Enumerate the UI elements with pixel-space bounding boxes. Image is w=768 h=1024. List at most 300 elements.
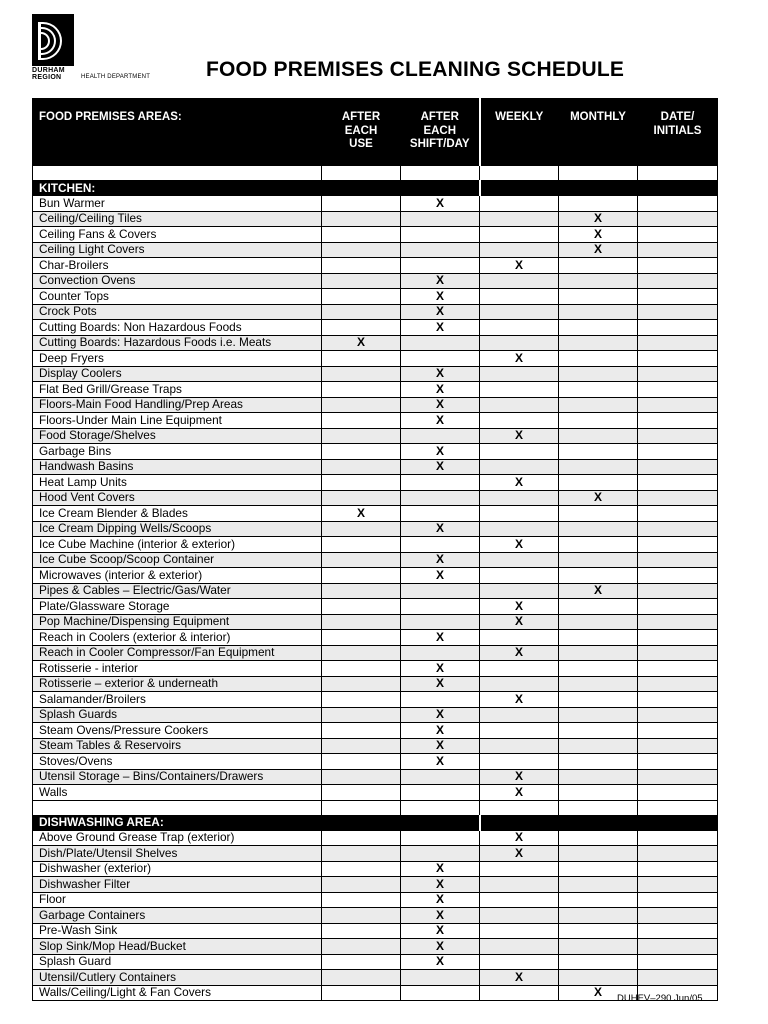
- frequency-cell-monthly: [559, 335, 638, 351]
- frequency-cell-after-each-shift-day: [401, 645, 480, 661]
- area-name-cell: Pre-Wash Sink: [33, 923, 322, 939]
- table-row: [33, 861, 718, 877]
- area-name-cell: Cutting Boards: Hazardous Foods i.e. Meats: [33, 335, 322, 351]
- frequency-cell-after-each-shift-day: [401, 490, 480, 506]
- durham-region-logo: [32, 14, 152, 84]
- frequency-cell-after-each-shift-day: X: [401, 552, 480, 568]
- table-row: [33, 908, 718, 924]
- section-header-cell: [559, 181, 638, 196]
- frequency-cell-after-each-use: [322, 939, 401, 955]
- area-name-cell: Convection Ovens: [33, 273, 322, 289]
- frequency-cell-weekly: X: [480, 769, 559, 785]
- column-header-line: SHIFT/DAY: [409, 138, 470, 150]
- blank-row: [33, 166, 718, 181]
- area-name-cell: Utensil Storage – Bins/Containers/Drawers: [33, 769, 322, 785]
- table-row: [33, 723, 718, 739]
- column-header: [401, 99, 480, 166]
- section-header-row: [33, 815, 718, 830]
- date-initials-cell[interactable]: [638, 289, 718, 305]
- frequency-cell-after-each-use: [322, 614, 401, 630]
- date-initials-cell[interactable]: [638, 877, 718, 893]
- frequency-cell-monthly: [559, 692, 638, 708]
- frequency-cell-monthly: [559, 707, 638, 723]
- frequency-cell-after-each-use: [322, 923, 401, 939]
- frequency-cell-after-each-use: [322, 707, 401, 723]
- area-name-cell: Handwash Basins: [33, 459, 322, 475]
- frequency-cell-after-each-use: [322, 676, 401, 692]
- table-row: [33, 785, 718, 801]
- frequency-cell-after-each-use: [322, 490, 401, 506]
- frequency-cell-monthly: [559, 351, 638, 367]
- frequency-cell-after-each-use: [322, 630, 401, 646]
- blank-cell: [401, 800, 480, 815]
- frequency-cell-weekly: X: [480, 599, 559, 615]
- frequency-cell-monthly: [559, 304, 638, 320]
- frequency-cell-after-each-use: [322, 692, 401, 708]
- date-initials-cell[interactable]: [638, 583, 718, 599]
- frequency-cell-monthly: X: [559, 985, 638, 1001]
- date-initials-cell[interactable]: [638, 413, 718, 429]
- area-name-cell: Hood Vent Covers: [33, 490, 322, 506]
- frequency-cell-weekly: [480, 459, 559, 475]
- frequency-cell-after-each-use: [322, 552, 401, 568]
- column-header: [638, 99, 718, 166]
- frequency-cell-weekly: [480, 304, 559, 320]
- frequency-cell-weekly: [480, 366, 559, 382]
- blank-cell: [322, 166, 401, 181]
- frequency-cell-after-each-shift-day: X: [401, 877, 480, 893]
- frequency-cell-monthly: [559, 923, 638, 939]
- date-initials-cell[interactable]: [638, 568, 718, 584]
- frequency-cell-after-each-shift-day: X: [401, 661, 480, 677]
- frequency-cell-weekly: [480, 227, 559, 243]
- area-name-cell: Floor: [33, 892, 322, 908]
- date-initials-cell[interactable]: [638, 196, 718, 212]
- date-initials-cell[interactable]: [638, 738, 718, 754]
- date-initials-cell[interactable]: [638, 614, 718, 630]
- area-name-cell: Splash Guard: [33, 954, 322, 970]
- frequency-cell-monthly: [559, 661, 638, 677]
- area-name-cell: Ice Cream Blender & Blades: [33, 506, 322, 522]
- column-header-line: INITIALS: [653, 124, 702, 137]
- table-row: [33, 552, 718, 568]
- frequency-cell-monthly: [559, 939, 638, 955]
- frequency-cell-after-each-use: [322, 754, 401, 770]
- frequency-cell-monthly: [559, 537, 638, 553]
- frequency-cell-monthly: [559, 475, 638, 491]
- frequency-cell-after-each-shift-day: X: [401, 939, 480, 955]
- table-row: [33, 892, 718, 908]
- frequency-cell-after-each-shift-day: X: [401, 289, 480, 305]
- frequency-cell-after-each-use: [322, 645, 401, 661]
- section-header-cell: [401, 815, 480, 830]
- column-header-line: MONTHLY: [570, 111, 626, 123]
- section-title: DISHWASHING AREA:: [33, 815, 322, 830]
- frequency-cell-after-each-shift-day: [401, 985, 480, 1001]
- date-initials-cell[interactable]: [638, 645, 718, 661]
- blank-cell: [322, 800, 401, 815]
- table-row: [33, 196, 718, 212]
- frequency-cell-after-each-use: [322, 273, 401, 289]
- date-initials-cell[interactable]: [638, 676, 718, 692]
- frequency-cell-after-each-shift-day: [401, 506, 480, 522]
- column-header-line: FOOD PREMISES AREAS:: [39, 111, 182, 123]
- frequency-cell-monthly: [559, 506, 638, 522]
- area-name-cell: Rotisserie - interior: [33, 661, 322, 677]
- frequency-cell-weekly: X: [480, 351, 559, 367]
- table-row: [33, 258, 718, 274]
- table-row: [33, 273, 718, 289]
- area-name-cell: Ceiling/Ceiling Tiles: [33, 211, 322, 227]
- area-name-cell: Ceiling Fans & Covers: [33, 227, 322, 243]
- area-name-cell: Reach in Coolers (exterior & interior): [33, 630, 322, 646]
- frequency-cell-after-each-shift-day: [401, 351, 480, 367]
- frequency-cell-after-each-shift-day: X: [401, 413, 480, 429]
- table-row: [33, 830, 718, 846]
- date-initials-cell[interactable]: [638, 707, 718, 723]
- frequency-cell-weekly: [480, 954, 559, 970]
- table-row: [33, 985, 718, 1001]
- section-header-row: [33, 181, 718, 196]
- frequency-cell-monthly: [559, 397, 638, 413]
- area-name-cell: Bun Warmer: [33, 196, 322, 212]
- frequency-cell-monthly: [559, 738, 638, 754]
- date-initials-cell[interactable]: [638, 242, 718, 258]
- area-name-cell: Garbage Containers: [33, 908, 322, 924]
- area-name-cell: Counter Tops: [33, 289, 322, 305]
- frequency-cell-monthly: X: [559, 583, 638, 599]
- area-name-cell: Walls/Ceiling/Light & Fan Covers: [33, 985, 322, 1001]
- frequency-cell-monthly: [559, 599, 638, 615]
- date-initials-cell[interactable]: [638, 475, 718, 491]
- area-name-cell: Steam Tables & Reservoirs: [33, 738, 322, 754]
- frequency-cell-weekly: [480, 939, 559, 955]
- frequency-cell-monthly: [559, 754, 638, 770]
- frequency-cell-weekly: [480, 397, 559, 413]
- date-initials-cell[interactable]: [638, 785, 718, 801]
- frequency-cell-after-each-shift-day: X: [401, 273, 480, 289]
- column-header-line: DATE/: [660, 111, 695, 123]
- date-initials-cell[interactable]: [638, 211, 718, 227]
- frequency-cell-after-each-use: [322, 428, 401, 444]
- section-header-cell: [480, 815, 559, 830]
- frequency-cell-weekly: [480, 506, 559, 522]
- frequency-cell-after-each-use: [322, 537, 401, 553]
- table-row: [33, 351, 718, 367]
- area-name-cell: Stoves/Ovens: [33, 754, 322, 770]
- date-initials-cell[interactable]: [638, 923, 718, 939]
- frequency-cell-after-each-use: [322, 985, 401, 1001]
- frequency-cell-after-each-shift-day: [401, 830, 480, 846]
- frequency-cell-weekly: X: [480, 475, 559, 491]
- date-initials-cell[interactable]: [638, 351, 718, 367]
- frequency-cell-after-each-shift-day: X: [401, 459, 480, 475]
- date-initials-cell[interactable]: [638, 304, 718, 320]
- table-row: [33, 289, 718, 305]
- date-initials-cell[interactable]: [638, 459, 718, 475]
- date-initials-cell[interactable]: [638, 861, 718, 877]
- frequency-cell-after-each-shift-day: X: [401, 738, 480, 754]
- date-initials-cell[interactable]: [638, 939, 718, 955]
- table-row: [33, 382, 718, 398]
- frequency-cell-after-each-shift-day: [401, 428, 480, 444]
- frequency-cell-after-each-use: [322, 785, 401, 801]
- section-header-cell: [638, 815, 718, 830]
- frequency-cell-after-each-shift-day: X: [401, 923, 480, 939]
- logo-name: DURHAM REGION: [32, 67, 65, 81]
- section-title: KITCHEN:: [33, 181, 322, 196]
- column-header-line: USE: [349, 138, 373, 150]
- table-row: [33, 242, 718, 258]
- date-initials-cell[interactable]: [638, 537, 718, 553]
- date-initials-cell[interactable]: [638, 227, 718, 243]
- frequency-cell-after-each-shift-day: X: [401, 366, 480, 382]
- frequency-cell-after-each-shift-day: [401, 258, 480, 274]
- blank-cell: [480, 166, 559, 181]
- frequency-cell-monthly: [559, 459, 638, 475]
- frequency-cell-weekly: [480, 738, 559, 754]
- frequency-cell-after-each-shift-day: [401, 583, 480, 599]
- column-header-line: AFTER: [420, 111, 459, 123]
- blank-cell: [559, 800, 638, 815]
- frequency-cell-weekly: [480, 985, 559, 1001]
- frequency-cell-weekly: [480, 754, 559, 770]
- frequency-cell-monthly: [559, 954, 638, 970]
- area-name-cell: Deep Fryers: [33, 351, 322, 367]
- date-initials-cell[interactable]: [638, 382, 718, 398]
- frequency-cell-after-each-shift-day: X: [401, 676, 480, 692]
- table-row: [33, 227, 718, 243]
- table-row: [33, 521, 718, 537]
- table-row: [33, 614, 718, 630]
- frequency-cell-monthly: [559, 630, 638, 646]
- frequency-cell-weekly: X: [480, 614, 559, 630]
- blank-cell: [480, 800, 559, 815]
- frequency-cell-after-each-shift-day: X: [401, 861, 480, 877]
- table-row: [33, 444, 718, 460]
- table-row: [33, 846, 718, 862]
- date-initials-cell[interactable]: [638, 428, 718, 444]
- section-header-cell: [480, 181, 559, 196]
- column-header-line: EACH: [344, 124, 378, 137]
- frequency-cell-weekly: [480, 552, 559, 568]
- frequency-cell-weekly: [480, 196, 559, 212]
- frequency-cell-after-each-shift-day: X: [401, 630, 480, 646]
- durham-logo-icon: [32, 14, 74, 66]
- area-name-cell: Ice Cream Dipping Wells/Scoops: [33, 521, 322, 537]
- date-initials-cell[interactable]: [638, 846, 718, 862]
- frequency-cell-after-each-shift-day: [401, 785, 480, 801]
- section-header-cell: [401, 181, 480, 196]
- frequency-cell-after-each-shift-day: [401, 970, 480, 986]
- frequency-cell-after-each-use: [322, 661, 401, 677]
- date-initials-cell[interactable]: [638, 908, 718, 924]
- frequency-cell-weekly: [480, 661, 559, 677]
- frequency-cell-weekly: [480, 413, 559, 429]
- table-row: [33, 304, 718, 320]
- frequency-cell-monthly: [559, 785, 638, 801]
- frequency-cell-monthly: [559, 444, 638, 460]
- frequency-cell-weekly: [480, 723, 559, 739]
- frequency-cell-weekly: [480, 568, 559, 584]
- area-name-cell: Dishwasher Filter: [33, 877, 322, 893]
- frequency-cell-after-each-use: [322, 583, 401, 599]
- blank-cell: [559, 166, 638, 181]
- section-header-cell: [322, 181, 401, 196]
- frequency-cell-after-each-use: [322, 211, 401, 227]
- date-initials-cell[interactable]: [638, 692, 718, 708]
- frequency-cell-after-each-use: [322, 908, 401, 924]
- frequency-cell-monthly: [559, 552, 638, 568]
- table-row: [33, 754, 718, 770]
- date-initials-cell[interactable]: [638, 258, 718, 274]
- frequency-cell-monthly: [559, 258, 638, 274]
- frequency-cell-after-each-shift-day: X: [401, 908, 480, 924]
- frequency-cell-after-each-use: [322, 382, 401, 398]
- frequency-cell-weekly: [480, 707, 559, 723]
- frequency-cell-monthly: [559, 908, 638, 924]
- date-initials-cell[interactable]: [638, 506, 718, 522]
- frequency-cell-monthly: [559, 877, 638, 893]
- frequency-cell-monthly: [559, 723, 638, 739]
- frequency-cell-weekly: [480, 289, 559, 305]
- date-initials-cell[interactable]: [638, 397, 718, 413]
- area-name-cell: Char-Broilers: [33, 258, 322, 274]
- frequency-cell-monthly: X: [559, 490, 638, 506]
- date-initials-cell[interactable]: [638, 630, 718, 646]
- date-initials-cell[interactable]: [638, 366, 718, 382]
- form-code: DUHEV–290 Jun/05: [617, 993, 703, 1004]
- date-initials-cell[interactable]: [638, 769, 718, 785]
- frequency-cell-weekly: [480, 242, 559, 258]
- frequency-cell-after-each-use: [322, 846, 401, 862]
- frequency-cell-weekly: [480, 320, 559, 336]
- table-row: [33, 506, 718, 522]
- frequency-cell-after-each-use: [322, 830, 401, 846]
- frequency-cell-monthly: [559, 769, 638, 785]
- table-row: [33, 676, 718, 692]
- date-initials-cell[interactable]: [638, 273, 718, 289]
- frequency-cell-after-each-use: [322, 970, 401, 986]
- table-row: [33, 738, 718, 754]
- frequency-cell-weekly: [480, 382, 559, 398]
- frequency-cell-after-each-shift-day: X: [401, 521, 480, 537]
- date-initials-cell[interactable]: [638, 892, 718, 908]
- table-row: [33, 692, 718, 708]
- frequency-cell-monthly: [559, 428, 638, 444]
- date-initials-cell[interactable]: [638, 599, 718, 615]
- date-initials-cell[interactable]: [638, 754, 718, 770]
- blank-cell: [401, 166, 480, 181]
- frequency-cell-after-each-use: [322, 366, 401, 382]
- area-name-cell: Salamander/Broilers: [33, 692, 322, 708]
- table-row: [33, 413, 718, 429]
- frequency-cell-after-each-use: [322, 861, 401, 877]
- date-initials-cell[interactable]: [638, 490, 718, 506]
- frequency-cell-monthly: [559, 196, 638, 212]
- table-row: [33, 939, 718, 955]
- table-row: [33, 366, 718, 382]
- frequency-cell-after-each-shift-day: X: [401, 304, 480, 320]
- frequency-cell-monthly: [559, 676, 638, 692]
- area-name-cell: Cutting Boards: Non Hazardous Foods: [33, 320, 322, 336]
- date-initials-cell[interactable]: [638, 830, 718, 846]
- frequency-cell-after-each-shift-day: [401, 227, 480, 243]
- table-row: [33, 397, 718, 413]
- frequency-cell-monthly: [559, 521, 638, 537]
- frequency-cell-monthly: [559, 289, 638, 305]
- frequency-cell-weekly: [480, 877, 559, 893]
- table-row: [33, 428, 718, 444]
- frequency-cell-after-each-shift-day: X: [401, 723, 480, 739]
- frequency-cell-after-each-shift-day: [401, 769, 480, 785]
- frequency-cell-after-each-use: [322, 258, 401, 274]
- area-name-cell: Ice Cube Scoop/Scoop Container: [33, 552, 322, 568]
- frequency-cell-after-each-use: [322, 304, 401, 320]
- frequency-cell-after-each-use: [322, 227, 401, 243]
- column-header: [480, 99, 559, 166]
- frequency-cell-after-each-use: [322, 769, 401, 785]
- date-initials-cell[interactable]: [638, 320, 718, 336]
- frequency-cell-after-each-use: [322, 521, 401, 537]
- area-name-cell: Display Coolers: [33, 366, 322, 382]
- date-initials-cell[interactable]: [638, 970, 718, 986]
- frequency-cell-after-each-shift-day: [401, 242, 480, 258]
- frequency-cell-after-each-shift-day: X: [401, 954, 480, 970]
- frequency-cell-after-each-use: X: [322, 335, 401, 351]
- frequency-cell-after-each-shift-day: X: [401, 397, 480, 413]
- date-initials-cell[interactable]: [638, 723, 718, 739]
- table-row: [33, 954, 718, 970]
- frequency-cell-weekly: X: [480, 428, 559, 444]
- frequency-cell-weekly: [480, 273, 559, 289]
- section-header-cell: [322, 815, 401, 830]
- area-name-cell: Pipes & Cables – Electric/Gas/Water: [33, 583, 322, 599]
- area-name-cell: Plate/Glassware Storage: [33, 599, 322, 615]
- frequency-cell-after-each-use: [322, 475, 401, 491]
- table-header-row: [33, 99, 718, 166]
- date-initials-cell[interactable]: [638, 552, 718, 568]
- frequency-cell-weekly: X: [480, 645, 559, 661]
- frequency-cell-weekly: [480, 630, 559, 646]
- frequency-cell-after-each-use: [322, 459, 401, 475]
- date-initials-cell[interactable]: [638, 661, 718, 677]
- area-name-cell: Heat Lamp Units: [33, 475, 322, 491]
- table-row: [33, 877, 718, 893]
- frequency-cell-after-each-shift-day: X: [401, 754, 480, 770]
- table-row: [33, 459, 718, 475]
- date-initials-cell[interactable]: [638, 954, 718, 970]
- frequency-cell-monthly: [559, 273, 638, 289]
- frequency-cell-monthly: [559, 846, 638, 862]
- table-row: [33, 475, 718, 491]
- blank-cell: [638, 166, 718, 181]
- column-header-line: AFTER: [341, 111, 381, 123]
- frequency-cell-after-each-use: [322, 568, 401, 584]
- date-initials-cell[interactable]: [638, 521, 718, 537]
- frequency-cell-monthly: [559, 366, 638, 382]
- table-row: [33, 211, 718, 227]
- date-initials-cell[interactable]: [638, 335, 718, 351]
- date-initials-cell[interactable]: [638, 444, 718, 460]
- area-name-cell: Food Storage/Shelves: [33, 428, 322, 444]
- table-row: [33, 599, 718, 615]
- table-row: [33, 707, 718, 723]
- frequency-cell-after-each-shift-day: X: [401, 568, 480, 584]
- frequency-cell-weekly: [480, 444, 559, 460]
- table-row: [33, 490, 718, 506]
- area-name-cell: Floors-Main Food Handling/Prep Areas: [33, 397, 322, 413]
